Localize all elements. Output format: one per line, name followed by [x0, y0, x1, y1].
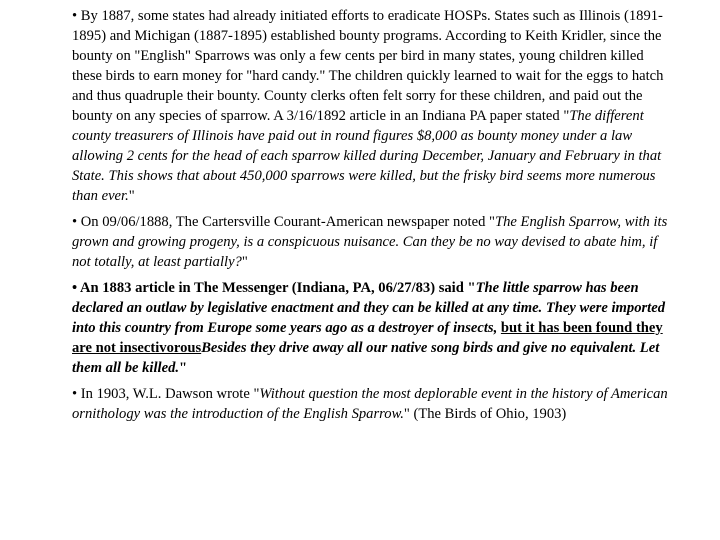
bullet: •	[72, 8, 78, 24]
quote-text: The English Sparrow, with its grown and growing progeny, is a conspicuous nuisance. Can they be no way devised to abate him, if not totally, at least partially?	[72, 214, 668, 270]
quote-text-continued: Besides they drive away all our native song birds and give no equivalent. Let them all be killed.	[72, 340, 660, 376]
bullet: •	[72, 280, 78, 296]
paragraph-text: In 1903, W.L. Dawson wrote "	[80, 386, 260, 402]
paragraph-cartersville-courant	[72, 212, 672, 272]
paragraph-text: On 09/06/1888, The Cartersville Courant-American newspaper noted "	[80, 214, 495, 230]
paragraph-messenger-article	[72, 278, 672, 378]
document-body	[72, 6, 672, 430]
bullet: •	[72, 214, 78, 230]
paragraph-dawson-quote	[72, 384, 672, 424]
paragraph-bounty-programs	[72, 6, 672, 206]
quote-text: The little sparrow has been declared an outlaw by legislative enactment and they can be killed at any time. They were imported into this country from Europe some years ago as a destroyer of insects,	[72, 280, 665, 336]
paragraph-text: An 1883 article in The Messenger (Indiana, PA, 06/27/83) said "	[79, 280, 476, 296]
quote-text: The different county treasurers of Illinois have paid out in round figures $8,000 as bounty money under a law allowing 2 cents for the head of each sparrow killed during December, January and February in that State. This shows that about 450,000 sparrows were killed, but the frisky bird seems more numerous than ever.	[72, 108, 662, 204]
quote-close: "	[241, 254, 248, 270]
underlined-quote-text: but it has been found they are not insectivorous	[72, 320, 663, 356]
quote-close: "	[128, 188, 135, 204]
bullet: •	[72, 386, 78, 402]
quote-text: Without question the most deplorable event in the history of American ornithology was the introduction of the English Sparrow.	[72, 386, 668, 422]
citation: " (The Birds of Ohio, 1903)	[403, 406, 567, 422]
quote-close: "	[179, 360, 188, 376]
paragraph-text: By 1887, some states had already initiated efforts to eradicate HOSPs. States such as Illinois (1891-1895) and Michigan (1887-1895) established bounty programs. According to Keith Kridler, since the bounty on "English" Sparrows was only a few cents per bird in many states, young children killed these birds to earn money for "hard candy." The children quickly learned to wait for the eggs to hatch and thus quadruple their bounty. County clerks often felt sorry for these children, and paid out the bounty on any species of sparrow. A 3/16/1892 article in an Indiana PA paper stated "	[72, 8, 664, 124]
